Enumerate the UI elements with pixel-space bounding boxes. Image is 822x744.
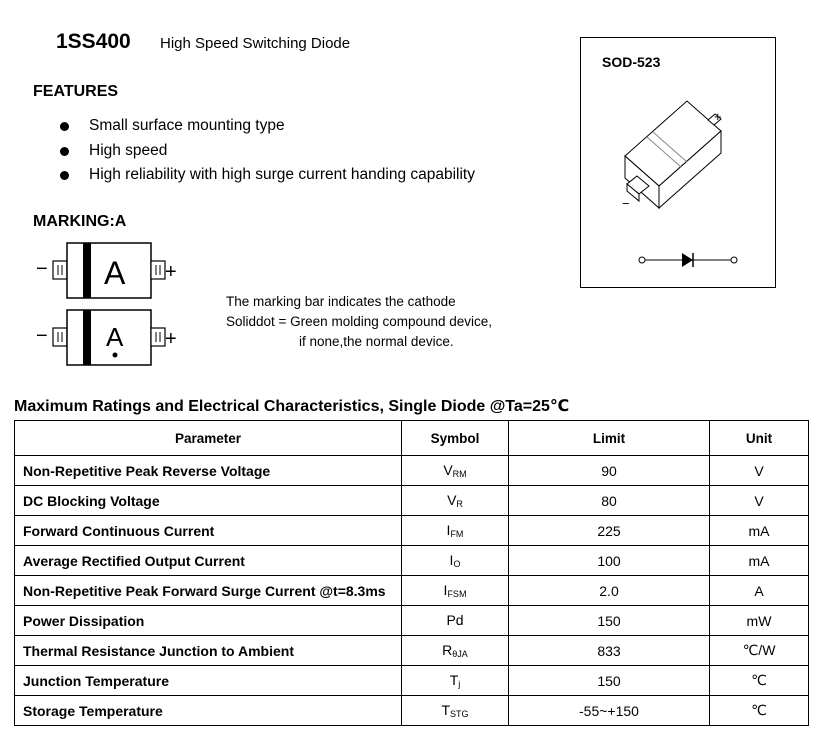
cell-parameter: Junction Temperature	[15, 666, 402, 696]
cell-unit: V	[710, 486, 809, 516]
features-heading: FEATURES	[33, 83, 119, 100]
symbol-main: V	[447, 492, 457, 508]
symbol-main: T	[449, 672, 459, 688]
package-plus-sign: +	[714, 109, 722, 124]
table-row	[15, 486, 809, 516]
symbol-main: I	[443, 582, 448, 598]
symbol-main: R	[442, 642, 453, 658]
cell-symbol	[402, 546, 509, 576]
table-row	[15, 606, 809, 636]
cathode-lead-icon	[53, 261, 67, 279]
cathode-minus-sign: −	[36, 325, 48, 347]
marking-letter: A	[106, 322, 124, 352]
cell-limit: -55~+150	[509, 696, 710, 726]
marking-diagrams	[36, 238, 186, 368]
cell-limit: 100	[509, 546, 710, 576]
green-dot-icon	[113, 353, 118, 358]
cell-limit: 833	[509, 636, 710, 666]
cell-symbol	[402, 666, 509, 696]
cell-unit: mW	[710, 606, 809, 636]
marking-heading: MARKING:A	[33, 213, 127, 230]
cell-limit: 150	[509, 606, 710, 636]
cell-unit: ℃/W	[710, 636, 809, 666]
bullet-icon	[60, 147, 69, 156]
symbol-subscript: θJA	[452, 649, 468, 659]
table-title: Maximum Ratings and Electrical Characteristics, Single Diode @Ta=25℃	[14, 398, 570, 415]
diode-symbol-icon	[639, 253, 737, 267]
cell-parameter: Storage Temperature	[15, 696, 402, 726]
cell-limit: 2.0	[509, 576, 710, 606]
table-row	[15, 696, 809, 726]
cell-symbol	[402, 576, 509, 606]
feature-item	[60, 114, 475, 139]
symbol-main: I	[449, 552, 454, 568]
table-row	[15, 456, 809, 486]
cell-symbol	[402, 456, 509, 486]
table-row	[15, 516, 809, 546]
table-row	[15, 636, 809, 666]
cell-symbol	[402, 486, 509, 516]
anode-plus-sign: +	[165, 261, 177, 283]
symbol-subscript: FM	[450, 529, 464, 539]
feature-item	[60, 139, 475, 164]
cathode-bar-icon	[83, 243, 91, 298]
symbol-subscript: R	[456, 499, 463, 509]
cell-parameter: Non-Repetitive Peak Forward Surge Current @t=8.3ms	[15, 576, 402, 606]
cell-parameter: DC Blocking Voltage	[15, 486, 402, 516]
part-number: 1SS400	[56, 30, 131, 53]
symbol-main: I	[446, 522, 451, 538]
features-list	[60, 114, 475, 188]
cell-parameter: Non-Repetitive Peak Reverse Voltage	[15, 456, 402, 486]
cell-unit: mA	[710, 516, 809, 546]
cell-symbol	[402, 636, 509, 666]
marking-letter: A	[104, 255, 126, 291]
feature-text: Small surface mounting type	[89, 117, 285, 134]
table-row	[15, 666, 809, 696]
cell-parameter: Average Rectified Output Current	[15, 546, 402, 576]
table-row	[15, 546, 809, 576]
feature-text: High reliability with high surge current handing capability	[89, 166, 475, 183]
marking-note-line: if none,the normal device.	[299, 334, 454, 349]
table-row	[15, 576, 809, 606]
marking-device-normal	[36, 243, 177, 298]
column-header-limit: Limit	[509, 421, 710, 456]
column-header-unit: Unit	[710, 421, 809, 456]
column-header-symbol: Symbol	[402, 421, 509, 456]
package-outline-box	[580, 37, 776, 288]
feature-item	[60, 163, 475, 188]
cathode-lead-icon	[53, 328, 67, 346]
cell-symbol	[402, 696, 509, 726]
package-drawing	[581, 38, 775, 287]
anode-lead-icon	[151, 261, 165, 279]
column-header-parameter: Parameter	[15, 421, 402, 456]
cell-unit: V	[710, 456, 809, 486]
marking-note-line: The marking bar indicates the cathode	[226, 294, 456, 309]
symbol-subscript: j	[458, 679, 461, 689]
cell-parameter: Forward Continuous Current	[15, 516, 402, 546]
cathode-bar-icon	[83, 310, 91, 365]
cell-limit: 90	[509, 456, 710, 486]
table-header-row	[15, 421, 809, 456]
symbol-subscript: STG	[450, 709, 469, 719]
symbol-subscript: FSM	[447, 589, 467, 599]
package-name: SOD-523	[602, 54, 661, 70]
cell-limit: 80	[509, 486, 710, 516]
symbol-main: Pd	[446, 612, 464, 628]
cell-limit: 225	[509, 516, 710, 546]
anode-plus-sign: +	[165, 328, 177, 350]
cell-limit: 150	[509, 666, 710, 696]
cell-unit: ℃	[710, 666, 809, 696]
part-description: High Speed Switching Diode	[160, 35, 351, 52]
symbol-subscript: RM	[452, 469, 467, 479]
anode-lead-icon	[151, 328, 165, 346]
sod523-package-icon	[625, 101, 721, 208]
marking-notes	[226, 292, 492, 352]
marking-device-green	[36, 310, 177, 365]
bullet-icon	[60, 171, 69, 180]
table-body	[15, 456, 809, 726]
bullet-icon	[60, 122, 69, 131]
cathode-minus-sign: −	[36, 258, 48, 280]
symbol-subscript: O	[453, 559, 461, 569]
feature-text: High speed	[89, 141, 168, 159]
marking-note-line: Soliddot = Green molding compound device,	[226, 314, 493, 329]
cell-symbol	[402, 516, 509, 546]
cell-unit: ℃	[710, 696, 809, 726]
cell-symbol	[402, 606, 509, 636]
cell-parameter: Thermal Resistance Junction to Ambient	[15, 636, 402, 666]
symbol-main: V	[443, 462, 453, 478]
cell-parameter: Power Dissipation	[15, 606, 402, 636]
cell-unit: A	[710, 576, 809, 606]
cell-unit: mA	[710, 546, 809, 576]
ratings-table	[14, 420, 809, 726]
package-minus-sign: −	[622, 196, 630, 211]
symbol-main: T	[441, 702, 451, 718]
